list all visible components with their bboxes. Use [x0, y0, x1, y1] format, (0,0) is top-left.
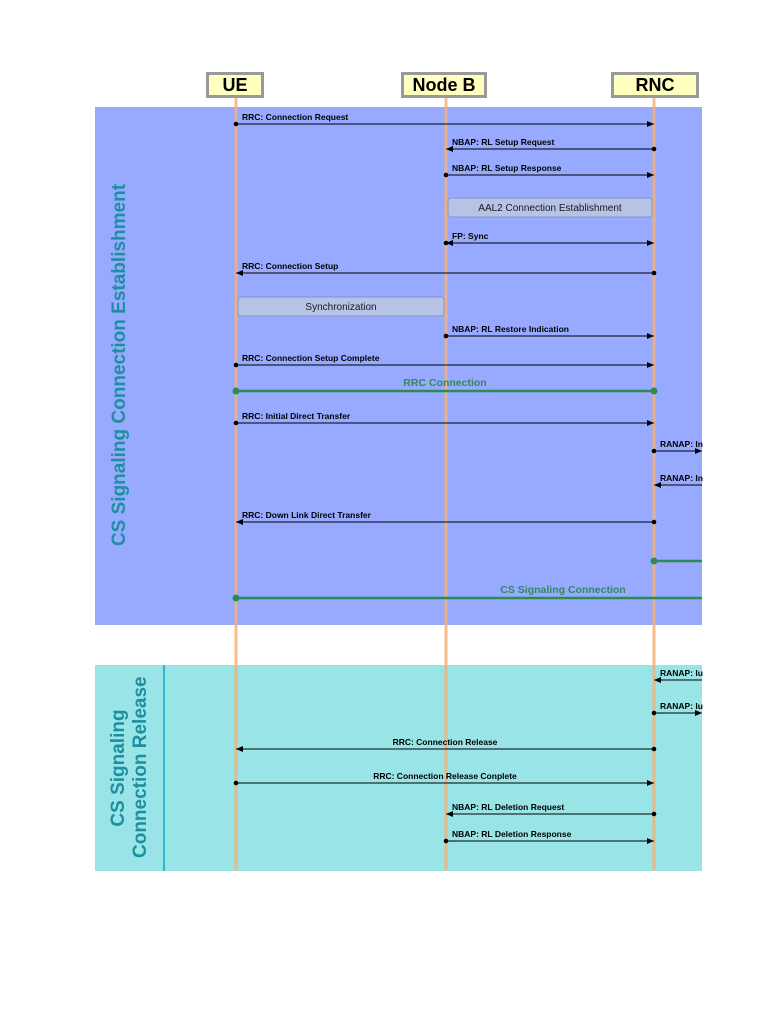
arrow-origin-dot [652, 520, 657, 525]
arrow-label: NBAP: RL Deletion Response [452, 829, 572, 839]
arrow-label: RRC: Connection Release Conplete [373, 771, 517, 781]
process-box [238, 297, 444, 316]
arrow-origin-dot [444, 839, 449, 844]
message-arrow [234, 112, 654, 127]
connection-line [233, 584, 703, 602]
message-arrow [234, 771, 654, 786]
connection-endpoint [651, 388, 658, 395]
arrow-origin-dot [652, 147, 657, 152]
arrow-label: RANAP: In [660, 473, 703, 483]
connection-endpoint [233, 595, 240, 602]
entity-ue[interactable]: UE [206, 72, 264, 98]
arrow-label: RRC: Connection Request [242, 112, 349, 122]
arrow-origin-dot [652, 812, 657, 817]
process-box-label: Synchronization [305, 302, 377, 313]
arrow-origin-dot [234, 781, 239, 786]
arrow-origin-dot [234, 122, 239, 127]
message-arrow [234, 353, 654, 368]
connection-label: CS Signaling Connection [500, 584, 626, 596]
arrow-origin-dot [234, 421, 239, 426]
arrow-label: NBAP: RL Deletion Request [452, 802, 565, 812]
entity-rnc[interactable]: RNC [611, 72, 699, 98]
message-arrow [444, 231, 654, 246]
process-box-label: AAL2 Connection Establishment [478, 203, 622, 214]
arrow-origin-dot [444, 173, 449, 178]
arrow-label: RRC: Connection Release [392, 737, 498, 747]
connection-line [233, 377, 658, 395]
arrow-origin-dot [652, 271, 657, 276]
message-arrow [652, 439, 703, 454]
process-box [448, 198, 652, 217]
connection-label: RRC Connection [403, 377, 487, 389]
arrow-origin-dot [652, 449, 657, 454]
arrow-label: NBAP: RL Setup Request [452, 137, 555, 147]
message-arrow [446, 137, 656, 152]
message-arrow [446, 802, 656, 817]
arrow-label: FP: Sync [452, 231, 489, 241]
message-arrow [234, 411, 654, 426]
arrow-origin-dot [652, 747, 657, 752]
arrow-origin-dot [652, 711, 657, 716]
arrow-label: NBAP: RL Restore Indication [452, 324, 569, 334]
arrow-origin-dot [234, 363, 239, 368]
release-title-line1: CS Signaling [108, 709, 129, 827]
release-title-line2: Connection Release [130, 676, 151, 858]
message-arrow [654, 668, 703, 683]
arrow-label: RRC: Connection Setup Complete [242, 353, 380, 363]
arrow-label: RRC: Down Link Direct Transfer [242, 510, 371, 520]
message-arrow [444, 324, 654, 339]
message-arrow [444, 829, 654, 844]
message-arrow [652, 701, 703, 716]
arrow-label: RRC: Initial Direct Transfer [242, 411, 351, 421]
arrow-origin-dot [444, 334, 449, 339]
entity-nodeb[interactable]: Node B [401, 72, 487, 98]
connection-line [651, 558, 703, 565]
arrow-label: RANAP: Iu [660, 701, 703, 711]
arrow-label: NBAP: RL Setup Response [452, 163, 562, 173]
message-arrow [654, 473, 703, 488]
connection-endpoint [651, 558, 658, 565]
establishment-section-title: CS Signaling Connection Establishment [109, 183, 130, 547]
arrow-label: RANAP: Iu [660, 668, 703, 678]
connection-endpoint [233, 388, 240, 395]
arrow-label: RRC: Connection Setup [242, 261, 339, 271]
message-arrow [444, 163, 654, 178]
arrow-label: RANAP: In [660, 439, 703, 449]
